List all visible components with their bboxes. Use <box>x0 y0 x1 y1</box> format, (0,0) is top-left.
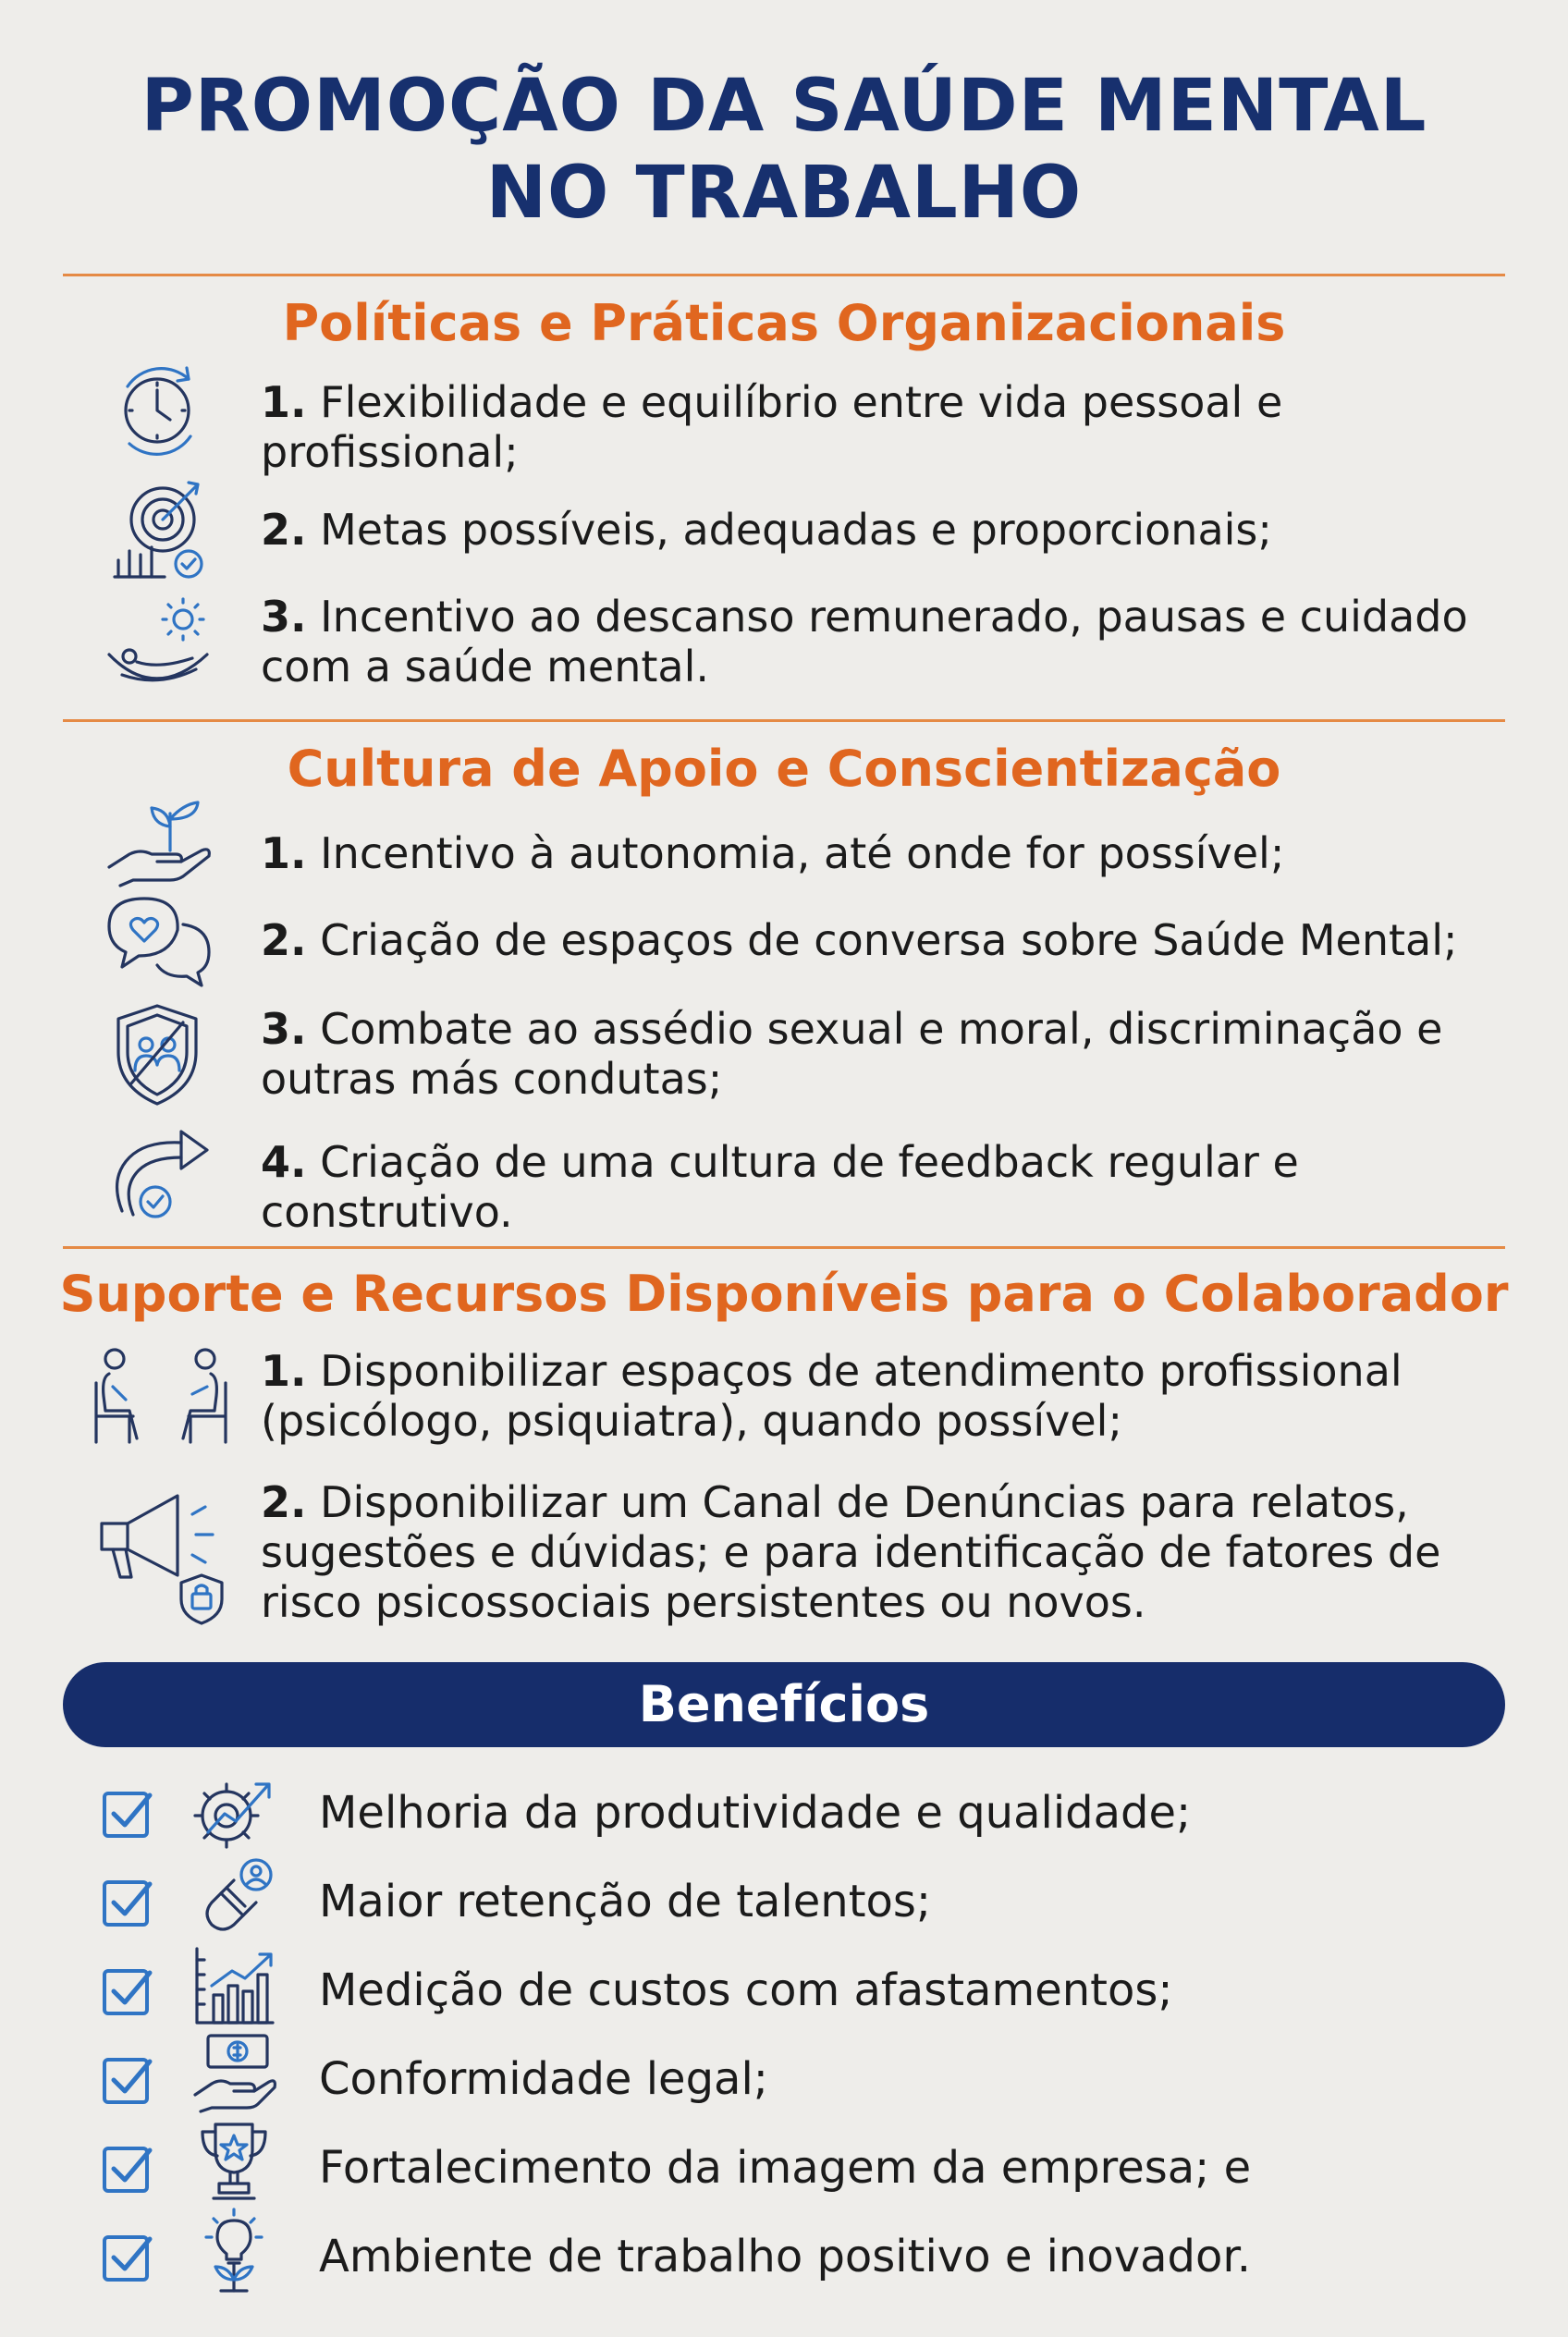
item-number: 1. <box>261 377 307 427</box>
item-number: 3. <box>261 592 307 642</box>
page-title <box>0 63 1568 237</box>
item-text: Criação de espaços de conversa sobre Saúde Mental; <box>306 915 1458 965</box>
hand-money-icon <box>190 2028 278 2117</box>
lightbulb-plant-icon <box>190 2206 278 2294</box>
item-text: Combate ao assédio sexual e moral, discriminação e outras más condutas; <box>261 1004 1443 1104</box>
benefits-title: Benefícios <box>638 1675 930 1733</box>
checkbox-checked-icon <box>102 2054 153 2106</box>
checkbox-checked-icon <box>102 1877 153 1928</box>
shield-no-harassment-icon <box>111 1002 203 1108</box>
item-number: 1. <box>261 1346 307 1396</box>
section-divider <box>63 719 1505 722</box>
benefit-text: Conformidade legal; <box>319 2053 768 2105</box>
target-chart-icon <box>109 473 211 584</box>
title-line-2: NO TRABALHO <box>485 152 1083 235</box>
hand-plant-icon <box>105 793 216 890</box>
clock-cycle-icon <box>109 359 211 460</box>
gear-growth-icon <box>190 1768 278 1856</box>
item-text: Disponibilizar espaços de atendimento profissional (psicólogo, psiquiatra), quando possível; <box>261 1346 1403 1446</box>
item-number: 4. <box>261 1137 307 1187</box>
therapy-session-icon <box>89 1346 233 1450</box>
title-line-1: PROMOÇÃO DA SAÚDE MENTAL <box>141 65 1427 148</box>
item-number: 2. <box>261 915 307 965</box>
item-text: Criação de uma cultura de feedback regular e construtivo. <box>261 1137 1299 1237</box>
list-item <box>261 1477 1537 1627</box>
item-number: 1. <box>261 828 307 878</box>
item-number: 3. <box>261 1004 307 1054</box>
section-title-support: Suporte e Recursos Disponíveis para o Colaborador <box>59 1265 1509 1323</box>
item-number: 2. <box>261 1477 307 1527</box>
item-text: Flexibilidade e equilíbrio entre vida pessoal e profissional; <box>261 377 1283 477</box>
list-item <box>261 1346 1537 1446</box>
trophy-star-icon <box>190 2117 278 2206</box>
benefit-text: Fortalecimento da imagem da empresa; e <box>319 2142 1252 2194</box>
section-title-culture: Cultura de Apoio e Conscientização <box>287 740 1281 798</box>
item-text: Incentivo à autonomia, até onde for possível; <box>306 828 1285 878</box>
list-item <box>261 592 1537 691</box>
list-item <box>261 1137 1537 1237</box>
list-item <box>261 377 1537 477</box>
list-item <box>261 1004 1537 1104</box>
section-divider <box>63 274 1505 276</box>
bar-chart-ruler-icon <box>190 1941 278 2030</box>
item-text: Disponibilizar um Canal de Denúncias para relatos, sugestões e dúvidas; e para identificação de fatores de risco psicossociais persistentes ou novos. <box>261 1477 1441 1627</box>
checkbox-checked-icon <box>102 2143 153 2195</box>
megaphone-lock-icon <box>96 1487 226 1625</box>
feedback-arrow-check-icon <box>107 1122 214 1229</box>
list-item <box>261 505 1537 555</box>
checkbox-checked-icon <box>102 1965 153 2017</box>
benefit-text: Maior retenção de talentos; <box>319 1876 932 1927</box>
checkbox-checked-icon <box>102 2232 153 2283</box>
resting-person-sun-icon <box>104 592 214 698</box>
magnet-person-icon <box>190 1854 278 1943</box>
item-text: Incentivo ao descanso remunerado, pausas e cuidado com a saúde mental. <box>261 592 1468 691</box>
chat-heart-icon <box>105 893 216 990</box>
item-number: 2. <box>261 505 307 555</box>
list-item <box>261 915 1537 965</box>
list-item <box>261 828 1537 878</box>
checkbox-checked-icon <box>102 1788 153 1840</box>
item-text: Metas possíveis, adequadas e proporcionais; <box>306 505 1272 555</box>
benefit-text: Medição de custos com afastamentos; <box>319 1964 1173 2016</box>
benefit-text: Ambiente de trabalho positivo e inovador. <box>319 2231 1251 2282</box>
section-title-policies: Políticas e Práticas Organizacionais <box>282 294 1286 352</box>
section-divider <box>63 1246 1505 1249</box>
benefit-text: Melhoria da produtividade e qualidade; <box>319 1787 1192 1839</box>
